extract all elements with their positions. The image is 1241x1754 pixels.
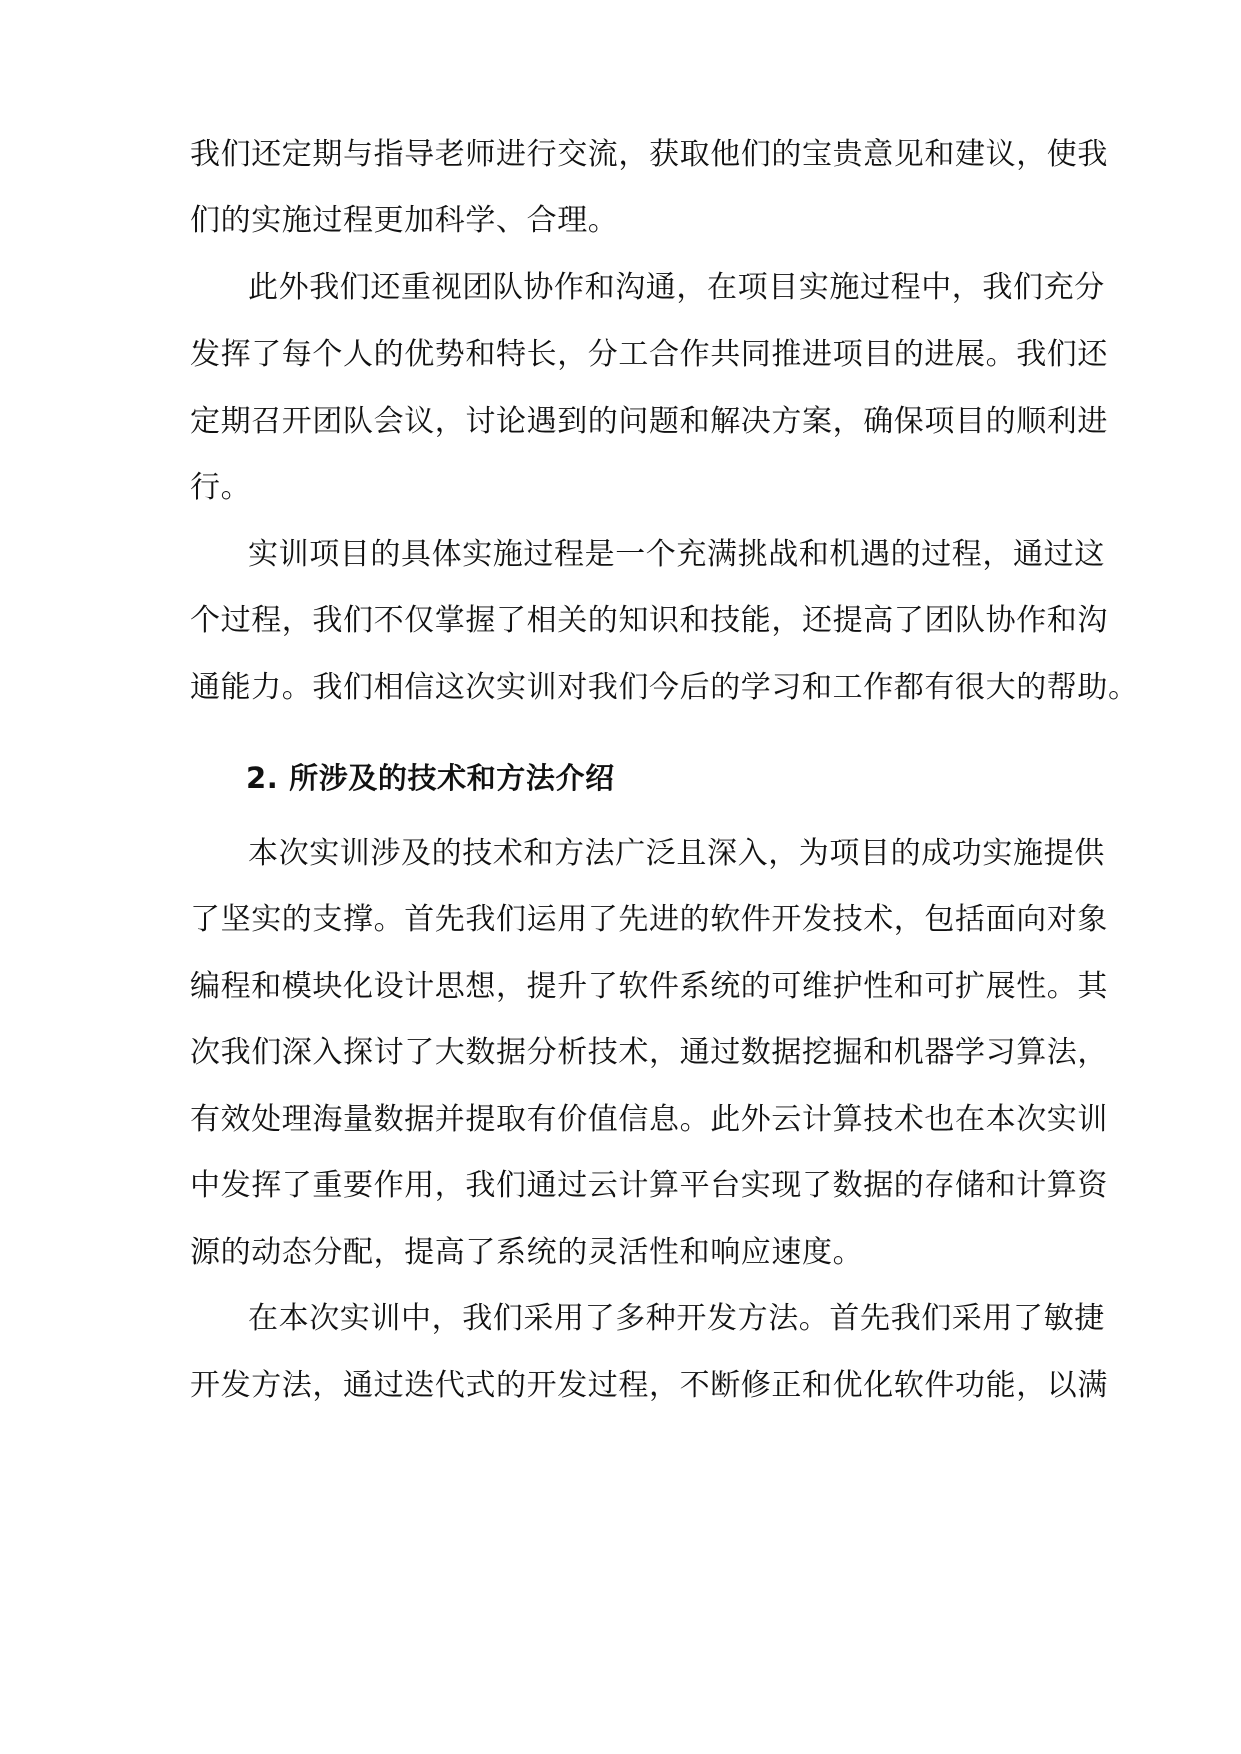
paragraph-line: 发挥了每个人的优势和特长，分工合作共同推进项目的进展。我们还 (190, 337, 1108, 372)
paragraph-line: 通能力。我们相信这次实训对我们今后的学习和工作都有很大的帮助。 (190, 670, 1139, 705)
paragraph-line: 源的动态分配，提高了系统的灵活性和响应速度。 (190, 1235, 864, 1270)
paragraph-line: 有效处理海量数据并提取有价值信息。此外云计算技术也在本次实训 (190, 1102, 1108, 1137)
paragraph-line: 编程和模块化设计思想，提升了软件系统的可维护性和可扩展性。其 (190, 969, 1108, 1004)
paragraph-line: 行。 (190, 470, 252, 505)
paragraph-line: 此外我们还重视团队协作和沟通，在项目实施过程中，我们充分 (248, 270, 1105, 305)
section-heading: 2. 所涉及的技术和方法介绍 (246, 761, 615, 795)
paragraph-line: 开发方法，通过迭代式的开发过程，不断修正和优化软件功能，以满 (190, 1368, 1108, 1403)
paragraph-line: 中发挥了重要作用，我们通过云计算平台实现了数据的存储和计算资 (190, 1168, 1108, 1203)
paragraph-line: 了坚实的支撑。首先我们运用了先进的软件开发技术，包括面向对象 (190, 902, 1108, 937)
paragraph-line: 次我们深入探讨了大数据分析技术，通过数据挖掘和机器学习算法， (190, 1035, 1108, 1070)
paragraph-line: 本次实训涉及的技术和方法广泛且深入，为项目的成功实施提供 (248, 836, 1105, 871)
paragraph-line: 我们还定期与指导老师进行交流，获取他们的宝贵意见和建议，使我 (190, 137, 1108, 172)
paragraph-line: 在本次实训中，我们采用了多种开发方法。首先我们采用了敏捷 (248, 1301, 1105, 1336)
paragraph-line: 个过程，我们不仅掌握了相关的知识和技能，还提高了团队协作和沟 (190, 603, 1108, 638)
paragraph-line: 们的实施过程更加科学、合理。 (190, 203, 619, 238)
paragraph-line: 定期召开团队会议，讨论遇到的问题和解决方案，确保项目的顺利进 (190, 404, 1108, 439)
paragraph-line: 实训项目的具体实施过程是一个充满挑战和机遇的过程，通过这 (248, 537, 1105, 572)
